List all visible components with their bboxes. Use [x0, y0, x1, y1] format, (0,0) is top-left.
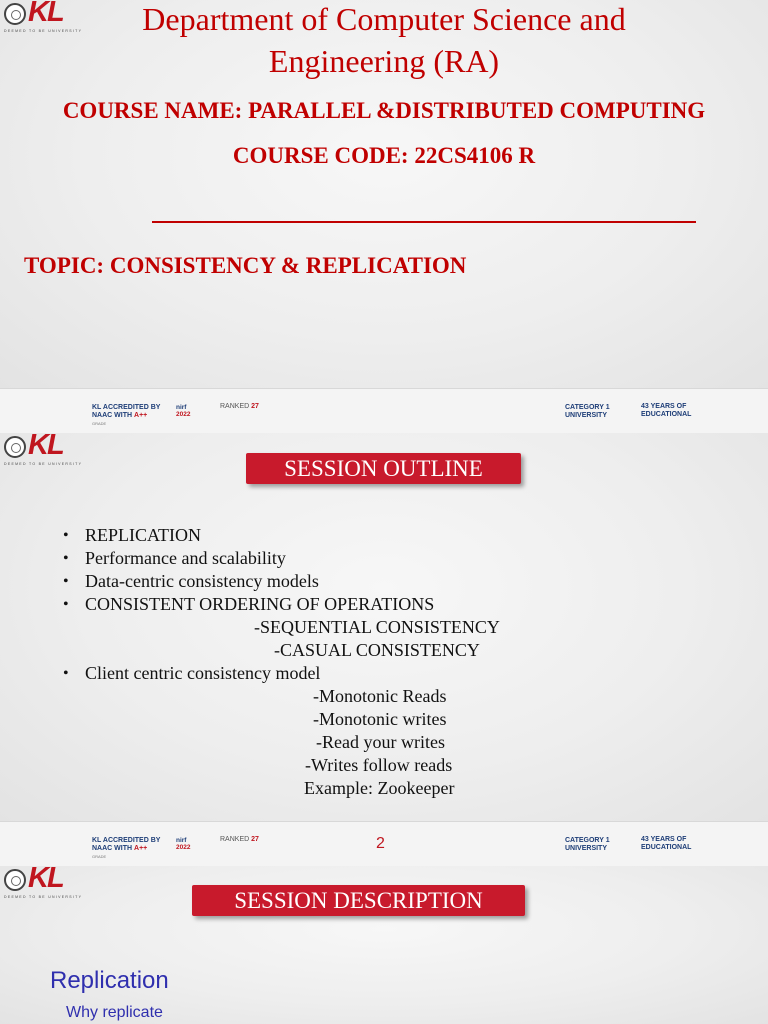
logo-text: KL: [28, 0, 63, 28]
ranking-badge: [220, 403, 259, 411]
ranked-text: RANKED: [220, 403, 250, 410]
outline-subitem: -Read your writes: [316, 732, 445, 752]
naac-grade: A++: [134, 412, 148, 419]
session-description-banner: SESSION DESCRIPTION: [192, 885, 525, 916]
accredited-text: KL ACCREDITED BY: [92, 404, 161, 411]
slide-title: [0, 0, 768, 388]
why-replicate-subheading: Why replicate: [66, 1004, 163, 1021]
years-text: 43 YEARS OF: [641, 836, 687, 843]
category-label: UNIVERSITY: [565, 844, 608, 852]
naac-sub: GRADE: [92, 854, 107, 859]
educational-text: EDUCATIONAL: [641, 843, 692, 851]
outline-subitem: Example: Zookeeper: [304, 778, 455, 798]
nirf-year: 2022: [176, 844, 191, 851]
ranking-badge: [220, 836, 259, 844]
slide-footer: [0, 821, 768, 868]
course-code: COURSE CODE: 22CS4106 R: [232, 143, 536, 168]
accredited-text: KL ACCREDITED BY: [92, 837, 161, 844]
replication-heading: Replication: [50, 967, 169, 994]
rank-number: 27: [251, 836, 259, 843]
session-outline-banner: SESSION OUTLINE: [246, 453, 521, 484]
naac-accreditation: [92, 837, 160, 861]
category-badge: [565, 404, 610, 419]
nirf-badge: [176, 837, 190, 851]
slide-session-description: [0, 866, 768, 1024]
years-badge: [641, 836, 691, 851]
outline-subitem: -Monotonic Reads: [313, 686, 447, 706]
naac-accreditation: [92, 404, 160, 428]
outline-item: • Data-centric consistency models: [85, 570, 319, 593]
category-badge: [565, 837, 610, 852]
outline-item: • CONSISTENT ORDERING OF OPERATIONS: [85, 593, 434, 616]
topic-title: TOPIC: CONSISTENCY & REPLICATION: [24, 253, 467, 278]
department-title-line2: Engineering (RA): [268, 43, 500, 79]
naac-text: NAAC WITH: [92, 412, 133, 419]
years-text: 43 YEARS OF: [641, 403, 687, 410]
divider-line: [152, 221, 696, 223]
kl-university-logo: [4, 435, 84, 469]
department-title-line1: Department of Computer Science and: [142, 1, 626, 37]
logo-subtext: DEEMED TO BE UNIVERSITY: [4, 462, 83, 466]
naac-text: NAAC WITH: [92, 845, 133, 852]
logo-text: KL: [28, 866, 63, 894]
nirf-text: nirf: [176, 837, 187, 844]
course-name: COURSE NAME: PARALLEL &DISTRIBUTED COMPUTING: [62, 98, 706, 123]
rank-number: 27: [251, 403, 259, 410]
outline-subitem: -Monotonic writes: [313, 709, 447, 729]
logo-subtext: DEEMED TO BE UNIVERSITY: [4, 29, 83, 33]
outline-item: • REPLICATION: [85, 524, 201, 547]
logo-text: KL: [28, 433, 63, 461]
kl-university-logo: [4, 868, 84, 902]
nirf-year: 2022: [176, 411, 191, 418]
naac-grade: A++: [134, 845, 148, 852]
outline-item: • Performance and scalability: [85, 547, 286, 570]
ranked-text: RANKED: [220, 836, 250, 843]
years-badge: [641, 403, 691, 418]
outline-subitem: -Writes follow reads: [305, 755, 453, 775]
logo-subtext: DEEMED TO BE UNIVERSITY: [4, 895, 83, 899]
outline-subitem: -SEQUENTIAL CONSISTENCY: [254, 617, 500, 637]
nirf-badge: [176, 404, 190, 418]
page-number: 2: [376, 835, 385, 852]
slide-footer: [0, 388, 768, 435]
outline-item: • Client centric consistency model: [85, 662, 320, 685]
educational-text: EDUCATIONAL: [641, 410, 692, 418]
category-text: CATEGORY 1: [565, 404, 610, 411]
nirf-text: nirf: [176, 404, 187, 411]
category-label: UNIVERSITY: [565, 411, 608, 419]
naac-sub: GRADE: [92, 421, 107, 426]
university-seal-icon: [4, 436, 26, 458]
outline-subitem: -CASUAL CONSISTENCY: [274, 640, 480, 660]
category-text: CATEGORY 1: [565, 837, 610, 844]
slide-session-outline: [0, 433, 768, 821]
university-seal-icon: [4, 869, 26, 891]
